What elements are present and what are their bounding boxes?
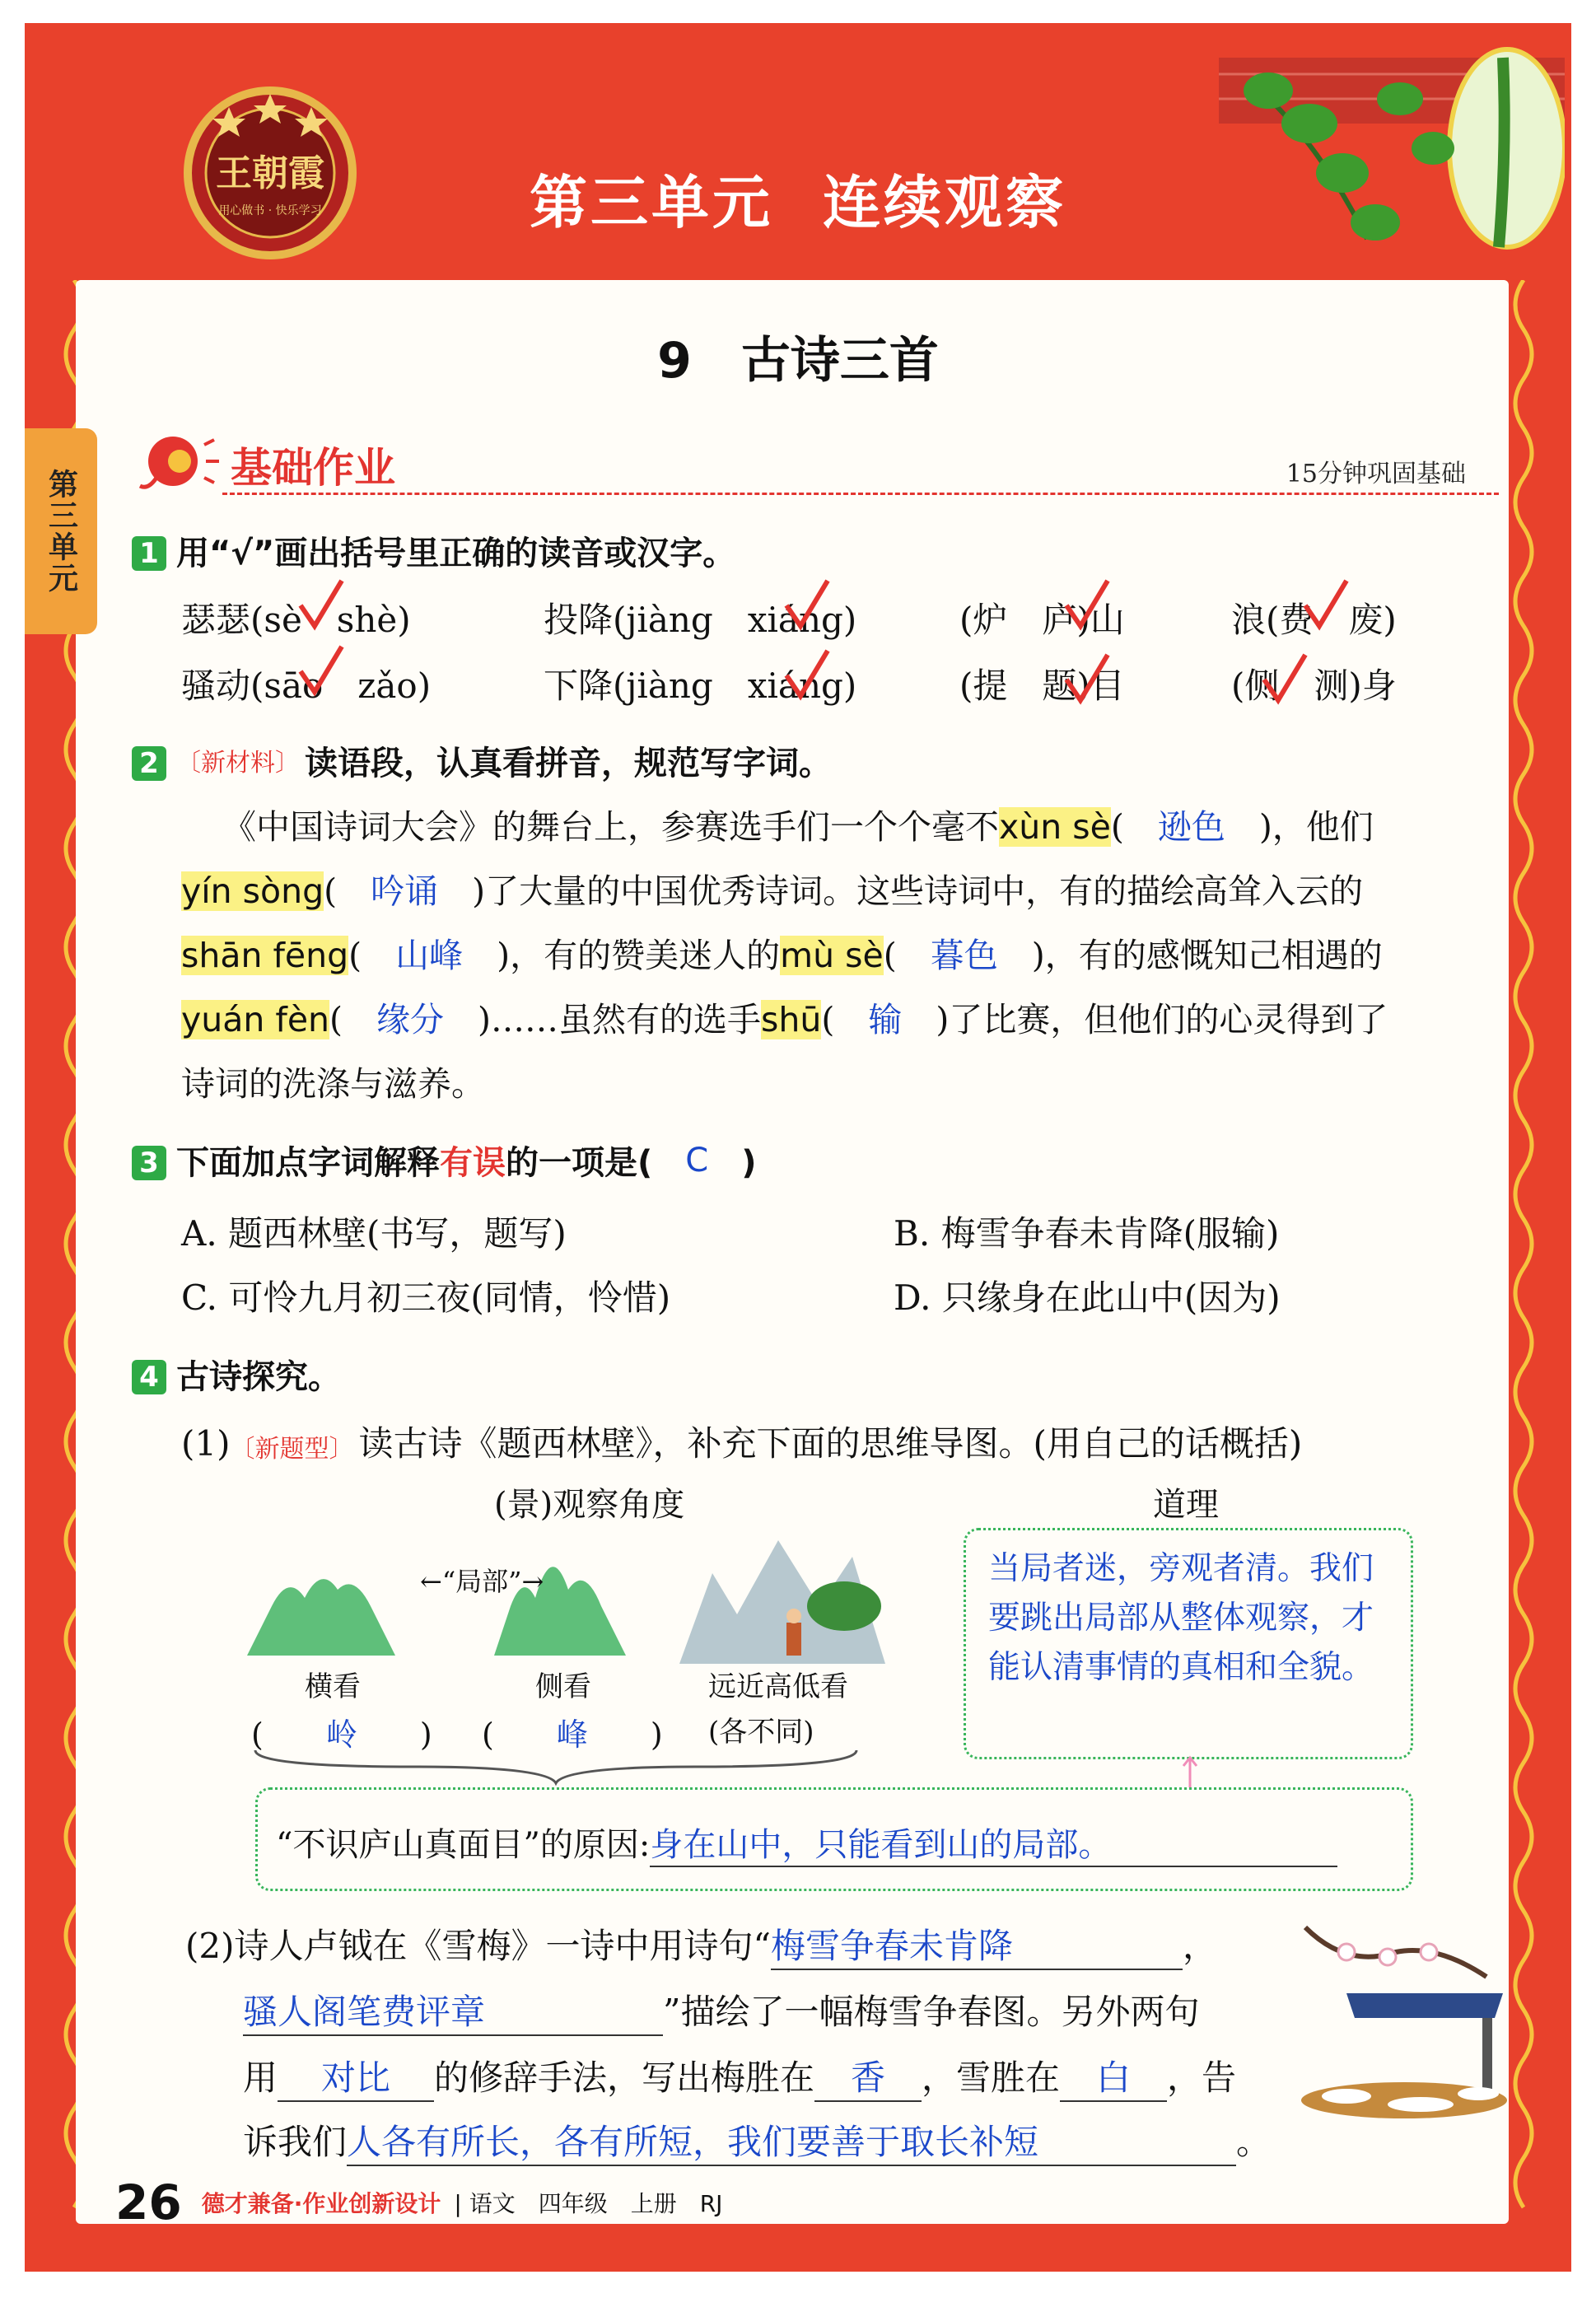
question-number: 1 [132,536,166,571]
question-3 [132,1141,757,1183]
q1-item: (侧 测)身 [1231,666,1397,706]
map-answer-box: ( 峰 ) [482,1716,663,1753]
question-number: 4 [132,1360,166,1394]
pinyin: yín sòng [181,871,324,911]
text: 的修辞手法，写出梅胜在 [434,2057,815,2098]
question-text: 用“√”画出括号里正确的读音或汉字。 [176,535,736,572]
answer: 对比 [278,2051,434,2102]
q2-paragraph: shān fēng( 山峰 )，有的赞美迷人的mù sè( 暮色 )，有的感慨知己相遇的 [181,936,1383,975]
section-divider [222,493,1499,495]
map-view-label: 远近高低看 [708,1670,848,1703]
answer: 各不同 [719,1716,804,1749]
q4-sub1 [181,1417,1302,1466]
question-tag: 〔新材料〕 [176,749,300,778]
pinyin: shū [761,1000,822,1039]
cause-label: “不识庐山真面目”的原因: [276,1826,651,1864]
poet-landscape-illustration [679,1524,885,1664]
brace-icon [251,1746,861,1787]
question-text-emphasis: 有误 [440,1144,506,1182]
q2-paragraph: yín sòng( 吟诵 )了大量的中国优秀诗词。这些诗词中，有的描绘高耸入云的 [181,871,1364,911]
map-view-label: 侧看 [535,1670,591,1703]
option-b: B. 梅雪争春未肯降(服输) [894,1213,1280,1254]
answer: 吟诵 [371,871,439,911]
q1-item: (提 题)目 [959,666,1125,706]
text: 了大量的中国优秀诗词。这些诗词中，有的描绘高耸入云的 [485,871,1364,911]
text: ”描绘了一幅梅雪争春图。另外两句 [663,1992,1200,2032]
answer: 缘分 [376,1000,445,1039]
q1-item: 投降(jiàng xiáng) [544,600,857,640]
text: 《中国诗词大会》的舞台上，参赛选手们一个个毫不 [222,807,999,847]
answer: 骚人阁笔费评章 [243,1985,663,2036]
book-info: | 语文 四年级 上册 RJ [454,2190,723,2217]
logo-subtext: 用心做书 · 快乐学习 [218,204,322,217]
answer: 白 [1060,2051,1167,2102]
q2-paragraph: 《中国诗词大会》的舞台上，参赛选手们一个个毫不xùn sè( 逊色 )，他们 [222,807,1374,847]
pinyin: mù sè [780,936,884,975]
question-text: 读语段，认真看拼音，规范写字词。 [305,745,832,782]
answer: 梅雪争春未肯降 [771,1919,1183,1970]
question-4 [132,1355,341,1397]
pinyin: xùn sè [999,807,1111,847]
text: 诉我们 [243,2122,348,2162]
question-2 [132,741,832,783]
option-a: A. 题西林壁(书写，题写) [181,1213,567,1254]
answer: 暮色 [930,936,998,975]
map-answer-box: ( 岭 ) [251,1716,432,1753]
cause-row [276,1819,1337,1867]
q4-sub2-line2 [243,1985,1199,2036]
q4-sub2-line3 [243,2051,1236,2102]
check-mark-icon [1062,577,1112,634]
check-mark-icon [1260,651,1309,708]
question-text: 下面加点字词解释 [176,1144,440,1182]
check-mark-icon [1062,651,1112,708]
question-number: 2 [132,746,166,781]
question-number: 3 [132,1146,166,1180]
text: 用 [243,2057,278,2098]
sub-text: 读古诗《题西林壁》，补充下面的思维导图。(用自己的话概括) [358,1423,1303,1464]
answer: 岭 [325,1716,357,1753]
plum-snow-illustration [1297,1919,1507,2125]
question-1 [132,531,735,573]
lesson-title: 9 古诗三首 [657,332,939,390]
question-tag: 〔新题型〕 [230,1435,354,1464]
q2-paragraph: 诗词的洗涤与滋养。 [181,1064,485,1104]
answer: 人各有所长，各有所短，我们要善于取长补短 [347,2115,1236,2166]
text: ，告 [1167,2057,1237,2098]
section-title: 基础作业 [231,444,395,492]
option-c: C. 可怜九月初三夜(同情，怜惜) [181,1277,671,1318]
reason-text [988,1544,1392,1693]
text: 了比赛，但他们的心灵得到了 [949,1000,1388,1039]
up-arrow-icon [1182,1754,1198,1787]
section-note: 15分钟巩固基础 [1286,460,1466,488]
answer: 逊色 [1157,807,1225,847]
q1-item: 骚动(sāo zǎo) [181,666,432,706]
question-text: 古诗探究。 [176,1358,341,1396]
unit-theme: 连续观察 [823,169,1066,236]
answer: 输 [868,1000,903,1039]
map-answer-box: (各不同) [708,1716,814,1749]
page-footer [115,2174,722,2230]
book-title: 德才兼备·作业创新设计 [201,2190,441,2217]
answer: 峰 [556,1716,588,1753]
right-wavy-border [1507,280,1540,2224]
pinyin: shān fēng [181,936,349,975]
question-text: 的一项是( [506,1144,653,1182]
mountain-range-illustration [247,1540,395,1656]
pinyin: yuán fèn [181,1000,330,1039]
check-mark-icon [782,647,832,704]
section-header [132,428,1499,494]
logo-text: 王朝霞 [216,152,324,194]
sub-label: (1) [181,1423,231,1464]
text: ，有的感慨知己相遇的 [1044,936,1383,975]
q1-item: 下降(jiàng xiáng) [544,666,857,706]
text: (2)诗人卢钺在《雪梅》一诗中用诗句“ [185,1926,771,1966]
unit-label: 第三单元 [530,169,773,236]
text: ，他们 [1272,807,1374,847]
megaphone-icon [132,428,222,494]
q4-sub2-line1: (2)诗人卢钺在《雪梅》一诗中用诗句“梅雪争春未肯降 ， [185,1919,1217,1970]
q1-item: (炉 庐)山 [959,600,1125,640]
map-local-label: ←“局部”→ [420,1566,544,1597]
question-text: ) [741,1144,757,1182]
answer: 身在山中，只能看到山的局部。 [650,1819,1337,1867]
option-d: D. 只缘身在此山中(因为) [894,1277,1281,1318]
map-view-label: 横看 [305,1670,361,1703]
map-view-title: (景)观察角度 [494,1486,685,1524]
q1-item: 瑟瑟(sè shè) [181,600,411,640]
map-reason-title: 道理 [1153,1486,1219,1524]
q2-paragraph: yuán fèn( 缘分 )……虽然有的选手shū( 输 )了比赛，但他们的心灵得到了 [181,1000,1388,1039]
text: 。 [1236,2122,1272,2162]
text: ，有的赞美迷人的 [510,936,781,975]
check-mark-icon [1301,577,1351,634]
unit-side-tab: 第三单元 [25,428,97,634]
q1-item: 浪(费 废) [1231,600,1397,640]
vine-illustration [1219,25,1565,280]
answer: 当局者迷，旁观者清。我们要跳出局部从整体观察，才能认清事情的真相和全貌。 [988,1550,1374,1686]
answer: 香 [814,2051,922,2102]
q4-sub2-line4 [243,2115,1271,2166]
check-mark-icon [782,577,832,634]
text: ，雪胜在 [922,2057,1061,2098]
text: ……虽然有的选手 [491,1000,762,1039]
answer: C [685,1142,709,1179]
answer: 山峰 [395,936,464,975]
check-mark-icon [296,577,346,634]
check-mark-icon [296,642,346,700]
page-number: 26 [115,2174,182,2230]
